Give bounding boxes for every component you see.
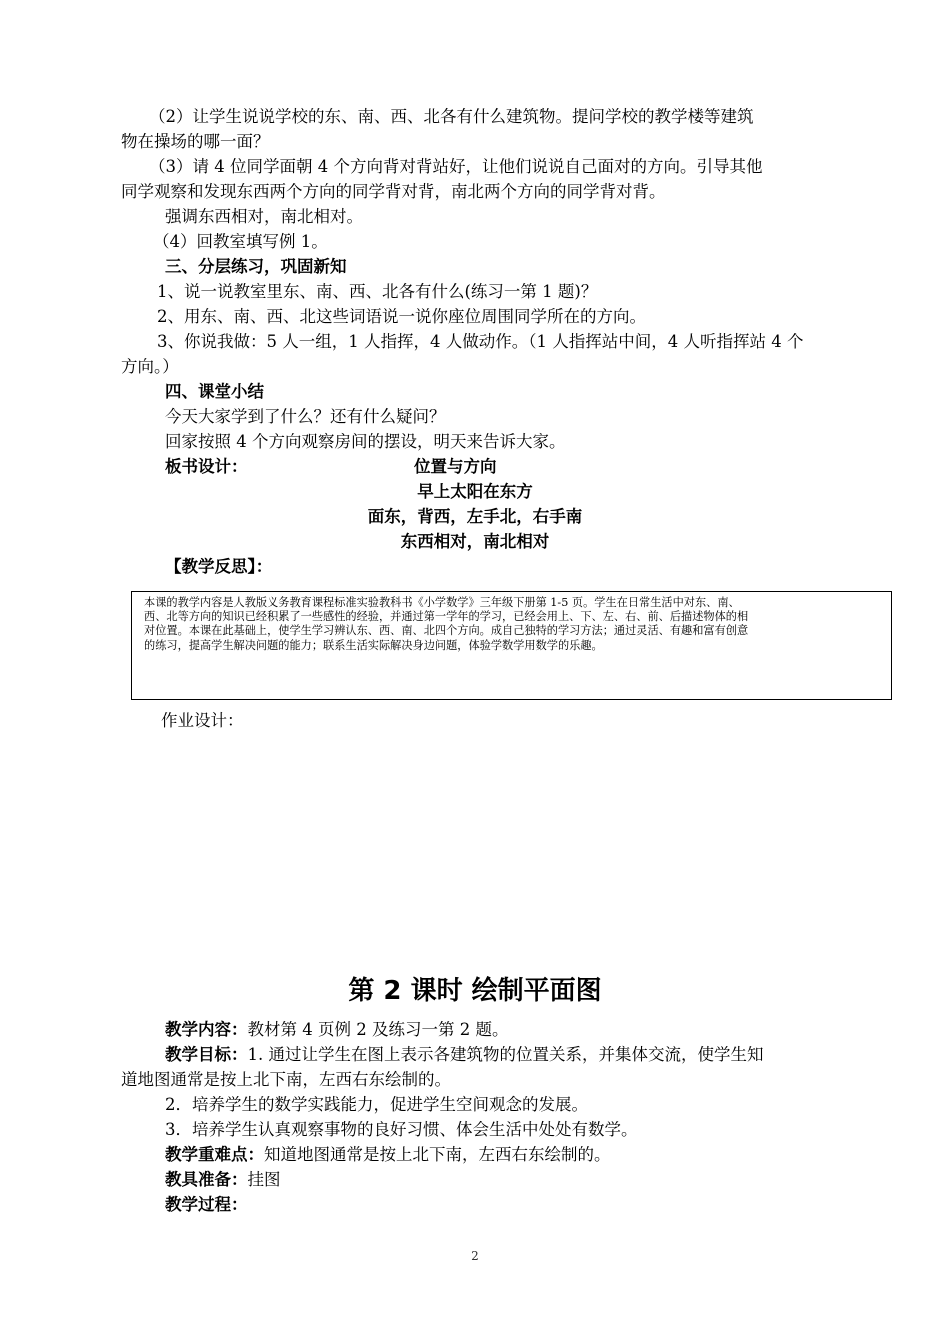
teaching-goal-label: 教学目标： xyxy=(165,1045,248,1064)
teaching-goal-text-1: 1. 通过让学生在图上表示各建筑物的位置关系，并集体交流，使学生知 xyxy=(247,1045,764,1064)
page-number: 2 xyxy=(471,1249,479,1263)
teaching-content-row xyxy=(165,1019,508,1041)
board-design-label: 板书设计： xyxy=(165,457,248,476)
key-points-row xyxy=(165,1144,611,1166)
teaching-goal-3: 3．培养学生认真观察事物的良好习惯、体会生活中处处有数学。 xyxy=(165,1120,638,1139)
board-line-2: 面东，背西，左手北，右手南 xyxy=(367,507,583,526)
reflection-line: 对位置。本课在此基础上，使学生学习辨认东、西、南、北四个方向。成自己独特的学习方法；通过灵活、有趣和富有创意 xyxy=(144,624,749,638)
exercise-3-line-1: 3、你说我做：5 人一组，1 人指挥，4 人做动作。（1 人指挥站中间，4 人听指挥站 4 个 xyxy=(157,332,804,351)
teaching-content-label: 教学内容： xyxy=(165,1020,248,1039)
exercise-3-line-2: 方向。） xyxy=(121,357,179,376)
teaching-tools-text: 挂图 xyxy=(247,1170,281,1189)
exercise-2: 2、用东、南、西、北这些词语说一说你座位周围同学所在的方向。 xyxy=(157,307,646,326)
key-points-text: 知道地图通常是按上北下南，左西右东绘制的。 xyxy=(264,1145,611,1164)
teaching-goal-2: 2．培养学生的数学实践能力，促进学生空间观念的发展。 xyxy=(165,1095,588,1114)
para-3-line-2: 同学观察和发现东西两个方向的同学背对背，南北两个方向的同学背对背。 xyxy=(121,182,666,201)
teaching-goal-row xyxy=(165,1044,764,1066)
para-2-line-1: （2）让学生说说学校的东、南、西、北各有什么建筑物。提问学校的教学楼等建筑 xyxy=(149,107,754,126)
teaching-goal-text-1-cont: 道地图通常是按上北下南，左西右东绘制的。 xyxy=(121,1070,451,1089)
teaching-tools-label: 教具准备： xyxy=(165,1170,248,1189)
section-3-heading: 三、分层练习，巩固新知 xyxy=(165,257,347,276)
reflection-line: 的练习，提高学生解决问题的能力；联系生活实际解决身边问题，体验学数学用数学的乐趣。 xyxy=(144,638,603,652)
lesson-2-title: 第 2 课时 绘制平面图 xyxy=(348,976,602,1006)
teaching-tools-row xyxy=(165,1169,281,1191)
emphasis-line: 强调东西相对，南北相对。 xyxy=(165,207,363,226)
para-2-line-2: 物在操场的哪一面？ xyxy=(121,132,270,151)
exercise-1: 1、说一说教室里东、南、西、北各有什么(练习一第 1 题)？ xyxy=(157,282,598,301)
homework-label: 作业设计： xyxy=(161,711,244,730)
reflection-line: 本课的教学内容是人教版义务教育课程标准实验教科书《小学数学》三年级下册第 1-5 页。学生在日常生活中对东、南、 xyxy=(144,596,740,609)
board-design-title: 位置与方向 xyxy=(414,457,497,476)
key-points-label: 教学重难点： xyxy=(165,1145,264,1164)
reflection-label: 【教学反思】： xyxy=(165,557,273,576)
para-3-line-1: （3）请 4 位同学面朝 4 个方向背对背站好，让他们说说自己面对的方向。引导其他 xyxy=(149,157,763,176)
para-4: （4）回教室填写例 1。 xyxy=(153,232,328,251)
board-line-3: 东西相对，南北相对 xyxy=(400,532,550,551)
teaching-process-label: 教学过程： xyxy=(165,1195,248,1214)
summary-line-2: 回家按照 4 个方向观察房间的摆设，明天来告诉大家。 xyxy=(165,432,566,451)
teaching-content-text: 教材第 4 页例 2 及练习一第 2 题。 xyxy=(247,1020,509,1039)
board-line-1: 早上太阳在东方 xyxy=(417,482,533,501)
summary-line-1: 今天大家学到了什么？还有什么疑问？ xyxy=(165,407,446,426)
reflection-line: 西、北等方向的知识已经积累了一些感性的经验，并通过第一学年的学习，已经会用上、下、左、右、前、后描述物体的相 xyxy=(144,610,749,624)
section-4-heading: 四、课堂小结 xyxy=(165,382,264,401)
reflection-box xyxy=(131,591,892,700)
